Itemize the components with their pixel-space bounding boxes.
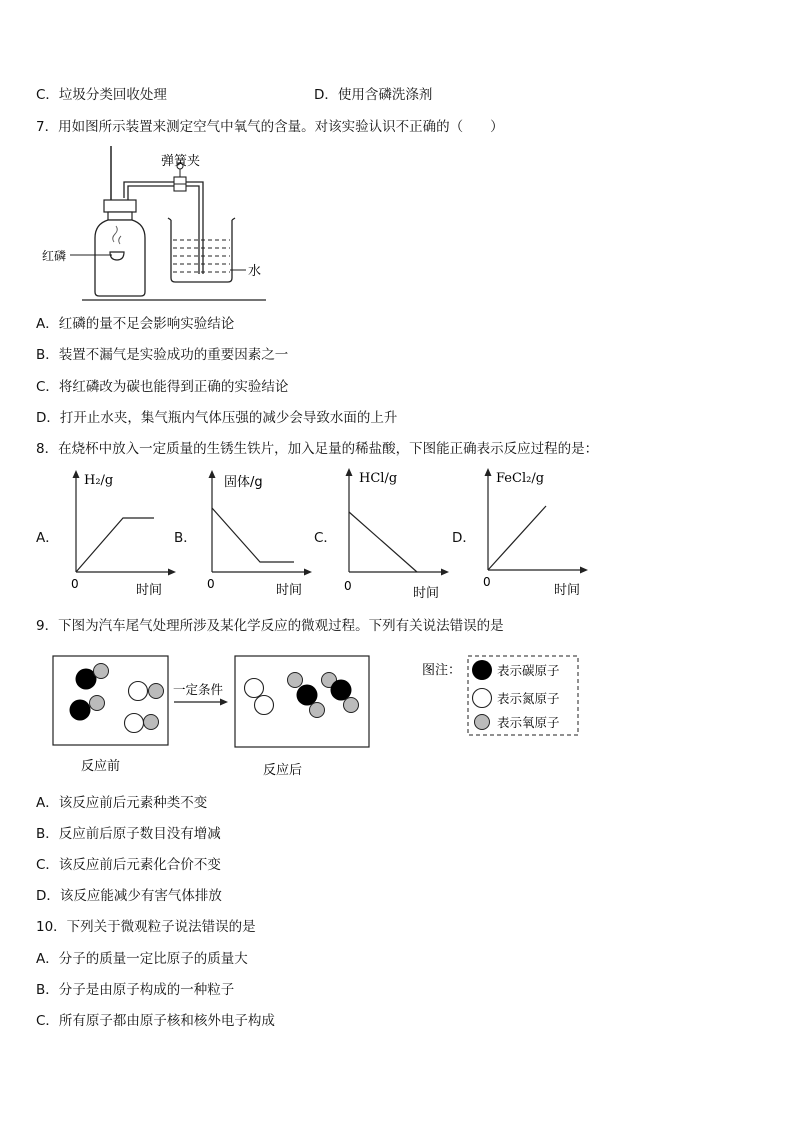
q6-option-d: D．使用含磷洗涤剂	[314, 87, 433, 103]
curve	[488, 506, 546, 570]
q7-apparatus-figure	[40, 142, 280, 312]
x-label: 时间	[276, 583, 303, 598]
q6-option-c: C．垃圾分类回收处理	[36, 87, 167, 103]
oxygen-atom-icon	[475, 715, 490, 730]
q9-option-d: D．该反应能减少有害气体排放	[36, 888, 222, 904]
q10-stem: 10．下列关于微观粒子说法错误的是	[36, 919, 256, 935]
water-surface	[173, 240, 230, 272]
y-label: 固体/g	[224, 475, 263, 490]
x-label: 时间	[136, 583, 163, 598]
before-label: 反应前	[81, 759, 121, 774]
carbon-atom-icon	[472, 660, 492, 680]
q8-graph-a-letter: A．	[36, 530, 59, 546]
origin-label: 0	[344, 579, 352, 593]
origin-label: 0	[207, 577, 215, 591]
q10-option-b: B．分子是由原子构成的一种粒子	[36, 982, 235, 998]
q7-option-d: D．打开止水夹，集气瓶内气体压强的减少会导致水面的上升	[36, 410, 398, 426]
legend-title: 图注：	[422, 663, 462, 678]
clamp-label: 弹簧夹	[161, 154, 201, 169]
water-beaker	[171, 220, 232, 282]
q8-graph-b-letter: B．	[174, 530, 197, 546]
curve	[76, 518, 154, 572]
y-label: HCl/g	[359, 471, 398, 486]
q8-graph-d	[472, 464, 597, 602]
legend-nitrogen: 表示氮原子	[497, 691, 560, 706]
q9-reaction-figure	[48, 648, 588, 782]
origin-label: 0	[71, 577, 79, 591]
q8-graph-d-letter: D．	[452, 530, 476, 546]
q8-graph-c	[333, 464, 458, 602]
q9-option-b: B．反应前后原子数目没有增减	[36, 826, 221, 842]
origin-label: 0	[483, 575, 491, 589]
q10-option-a: A．分子的质量一定比原子的质量大	[36, 951, 248, 967]
water-label: 水	[248, 264, 262, 279]
q7-option-a: A．红磷的量不足会影响实验结论	[36, 316, 235, 332]
q8-graph-c-letter: C．	[314, 530, 337, 546]
legend-carbon: 表示碳原子	[497, 663, 560, 678]
condition-label: 一定条件	[173, 682, 224, 697]
curve	[349, 512, 417, 572]
y-label: FeCl₂/g	[496, 471, 545, 486]
after-label: 反应后	[263, 763, 303, 778]
legend-oxygen: 表示氧原子	[497, 715, 560, 730]
nitrogen-atom-icon	[473, 689, 492, 708]
x-label: 时间	[413, 586, 440, 601]
q8-stem: 8．在烧杯中放入一定质量的生锈生铁片，加入足量的稀盐酸，下图能正确表示反应过程的是：	[36, 441, 599, 457]
q7-option-c: C．将红磷改为碳也能得到正确的实验结论	[36, 379, 289, 395]
curve	[212, 508, 294, 562]
q9-stem: 9．下图为汽车尾气处理所涉及某化学反应的微观过程。下列有关说法错误的是	[36, 618, 504, 634]
combustion-spoon	[110, 252, 124, 260]
q9-option-a: A．该反应前后元素种类不变	[36, 795, 208, 811]
q8-graph-b	[196, 466, 321, 602]
q7-option-b: B．装置不漏气是实验成功的重要因素之一	[36, 347, 289, 363]
before-box	[53, 656, 168, 745]
phosphorus-label: 红磷	[42, 249, 67, 263]
q7-stem: 7．用如图所示装置来测定空气中氧气的含量。对该实验认识不正确的（ ）	[36, 119, 504, 135]
bottle-stopper	[104, 200, 136, 212]
q9-option-c: C．该反应前后元素化合价不变	[36, 857, 221, 873]
y-label: H₂/g	[84, 473, 114, 488]
q10-option-c: C．所有原子都由原子核和核外电子构成	[36, 1013, 275, 1029]
q8-graph-a	[60, 466, 180, 602]
x-label: 时间	[554, 583, 581, 598]
